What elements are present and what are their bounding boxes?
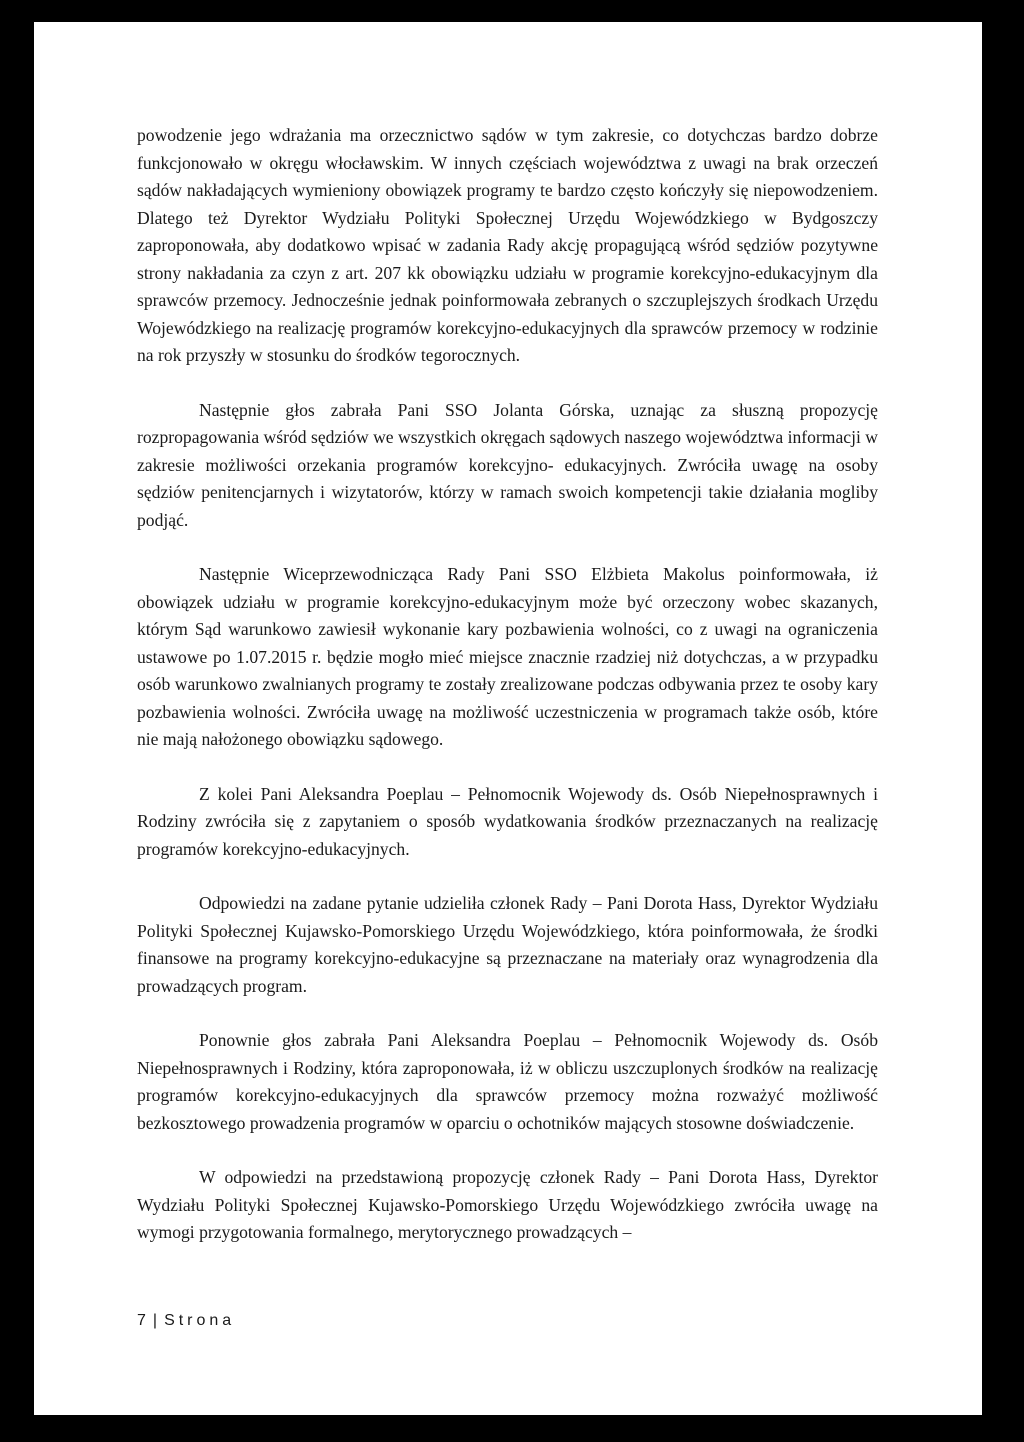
paragraph-5: Odpowiedzi na zadane pytanie udzieliła członek Rady – Pani Dorota Hass, Dyrektor Wydziału Polityki Społecznej Kujawsko-Pomorskiego Urzędu Wojewódzkiego, która poinformowała, że środki finansowe na programy korekcyjno-edukacyjne są przeznaczane na materiały oraz wynagrodzenia dla prowadzących program.: [137, 893, 878, 996]
document-page: [34, 22, 982, 1415]
page-footer: [137, 1312, 235, 1330]
page-number: 7: [137, 1312, 150, 1329]
paragraph-2: Następnie głos zabrała Pani SSO Jolanta Górska, uznając za słuszną propozycję rozpropagowania wśród sędziów we wszystkich okręgach sądowych naszego województwa informacji w zakresie możliwości orzekania programów korekcyjno- edukacyjnych. Zwróciła uwagę na osoby sędziów penitencjarnych i wizytatorów, którzy w ramach swoich kompetencji takie działania mogliby podjąć.: [137, 399, 878, 530]
paragraph-1: powodzenie jego wdrażania ma orzecznictwo sądów w tym zakresie, co dotychczas bardzo dobrze funkcjonowało w okręgu włocławskim. W innych częściach województwa z uwagi na brak orzeczeń sądów nakładających wymieniony obowiązek programy te bardzo często kończyły się niepowodzeniem. Dlatego też Dyrektor Wydziału Polityki Społecznej Urzędu Wojewódzkiego w Bydgoszczy zaproponowała, aby dodatkowo wpisać w zadania Rady akcję propagującą wśród sędziów pozytywne strony nakładania za czyn z art. 207 kk obowiązku udziału w programie korekcyjno-edukacyjnym dla sprawców przemocy. Jednocześnie jednak poinformowała zebranych o szczuplejszych środkach Urzędu Wojewódzkiego na realizację programów korekcyjno-edukacyjnych dla sprawców przemocy w rodzinie na rok przyszły w stosunku do środków tegorocznych.: [137, 125, 878, 365]
paragraph-7: W odpowiedzi na przedstawioną propozycję członek Rady – Pani Dorota Hass, Dyrektor Wydziału Polityki Społecznej Kujawsko-Pomorskiego Urzędu Wojewódzkiego zwróciła uwagę na wymogi przygotowania formalnego, merytorycznego prowadzących –: [137, 1167, 878, 1242]
footer-separator: |: [152, 1312, 162, 1329]
paragraph-4: Z kolei Pani Aleksandra Poeplau – Pełnomocnik Wojewody ds. Osób Niepełnosprawnych i Rodziny zwróciła się z zapytaniem o sposób wydatkowania środków przeznaczanych na realizację programów korekcyjno-edukacyjnych.: [137, 783, 878, 859]
document-body: [137, 122, 878, 1274]
paragraph-6: Ponownie głos zabrała Pani Aleksandra Poeplau – Pełnomocnik Wojewody ds. Osób Niepełnosprawnych i Rodziny, która zaproponowała, iż w obliczu uszczuplonych środków na realizację programów korekcyjno-edukacyjnych dla sprawców przemocy można rozważyć możliwość bezkosztowego prowadzenia programów w oparciu o ochotników mających stosowne doświadczenie.: [137, 1030, 878, 1133]
footer-label: Strona: [164, 1312, 236, 1329]
paragraph-3: Następnie Wiceprzewodnicząca Rady Pani SSO Elżbieta Makolus poinformowała, iż obowiązek udziału w programie korekcyjno-edukacyjnym może być orzeczony wobec skazanych, którym Sąd warunkowo zawiesił wykonanie kary pozbawienia wolności, co z uwagi na ograniczenia ustawowe po 1.07.2015 r. będzie mogło mieć miejsce znacznie rzadziej niż dotychczas, a w przypadku osób warunkowo zwalnianych programy te zostały zrealizowane podczas odbywania przez te osoby kary pozbawienia wolności. Zwróciła uwagę na możliwość uczestniczenia w programach także osób, które nie mają nałożonego obowiązku sądowego.: [137, 564, 878, 749]
